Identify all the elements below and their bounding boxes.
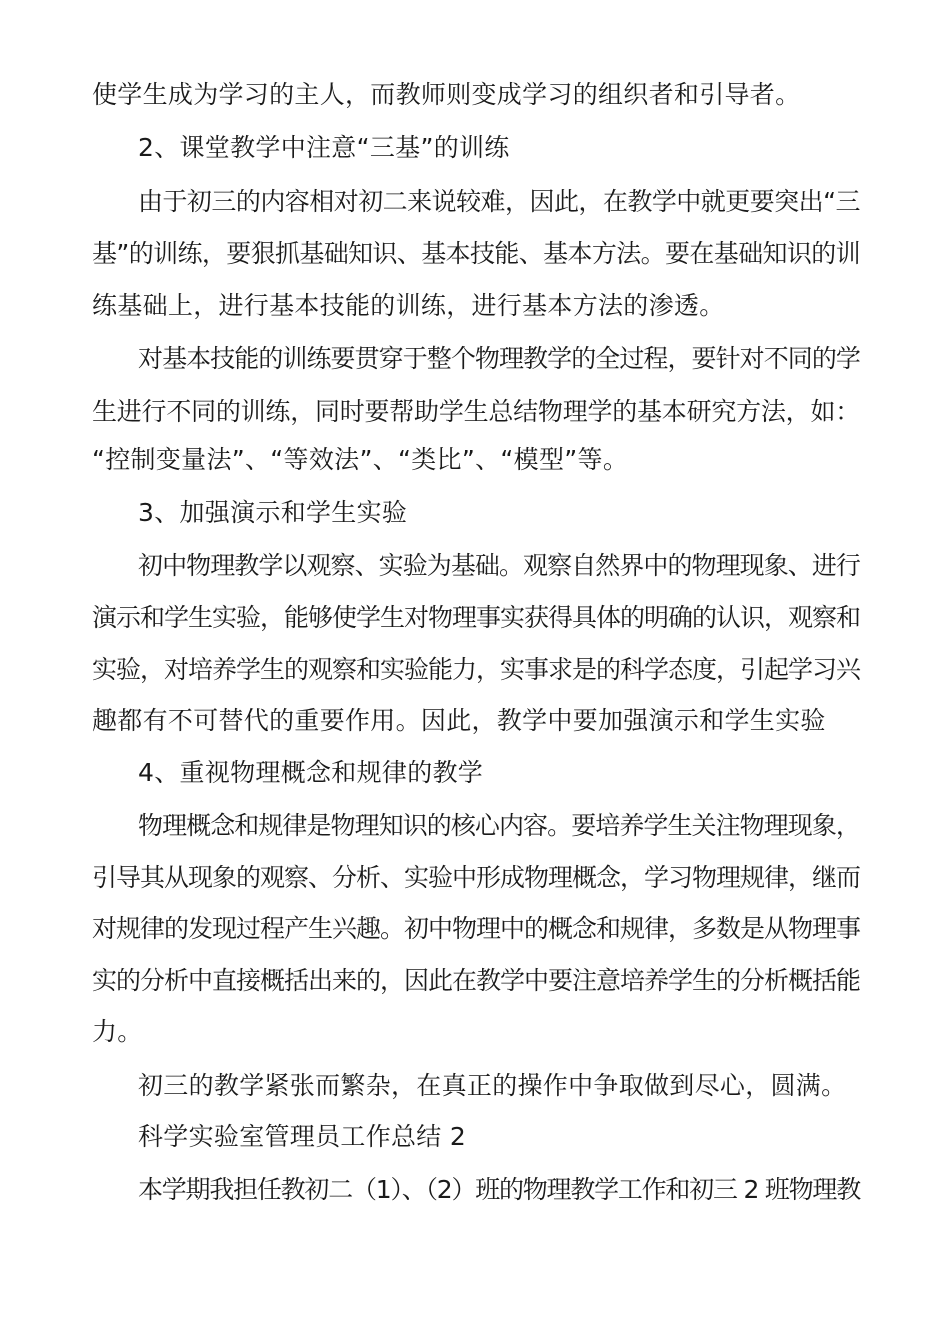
paragraph-line: 初中物理教学以观察、实验为基础。观察自然界中的物理现象、进行	[138, 551, 860, 580]
paragraph-line: 对基本技能的训练要贯穿于整个物理教学的全过程，要针对不同的学	[138, 344, 860, 373]
paragraph-line: 实验，对培养学生的观察和实验能力，实事求是的科学态度，引起学习兴	[92, 655, 860, 684]
paragraph-line: 本学期我担任教初二（1）、（2）班的物理教学工作和初三 2 班物理教	[138, 1175, 860, 1204]
section-heading: 3、加强演示和学生实验	[138, 498, 408, 527]
paragraph-line: 由于初三的内容相对初二来说较难，因此，在教学中就更要突出“三	[138, 187, 860, 216]
paragraph-line: 物理概念和规律是物理知识的核心内容。要培养学生关注物理现象，	[138, 811, 860, 840]
paragraph-line: 练基础上，进行基本技能的训练，进行基本方法的渗透。	[92, 291, 725, 320]
paragraph-line: “控制变量法”、“等效法”、“类比”、“模型”等。	[92, 445, 629, 474]
paragraph-line: 趣都有不可替代的重要作用。因此，教学中要加强演示和学生实验	[92, 706, 826, 735]
document-title: 科学实验室管理员工作总结 2	[138, 1122, 467, 1151]
paragraph-line: 生进行不同的训练，同时要帮助学生总结物理学的基本研究方法，如：	[92, 397, 860, 426]
paragraph-line: 演示和学生实验，能够使学生对物理事实获得具体的明确的认识，观察和	[92, 603, 860, 632]
paragraph-line: 基”的训练，要狠抓基础知识、基本技能、基本方法。要在基础知识的训	[92, 239, 860, 268]
paragraph-line: 使学生成为学习的主人，而教师则变成学习的组织者和引导者。	[92, 80, 801, 109]
section-heading: 2、课堂教学中注意“三基”的训练	[138, 133, 510, 162]
paragraph-line: 力。	[92, 1017, 143, 1046]
paragraph-line: 引导其从现象的观察、分析、实验中形成物理概念，学习物理规律，继而	[92, 863, 860, 892]
paragraph-line: 对规律的发现过程产生兴趣。初中物理中的概念和规律，多数是从物理事	[92, 914, 860, 943]
paragraph-line: 实的分析中直接概括出来的，因此在教学中要注意培养学生的分析概括能	[92, 966, 860, 995]
paragraph-line: 初三的教学紧张而繁杂，在真正的操作中争取做到尽心，圆满。	[138, 1071, 847, 1100]
section-heading: 4、重视物理概念和规律的教学	[138, 758, 484, 787]
